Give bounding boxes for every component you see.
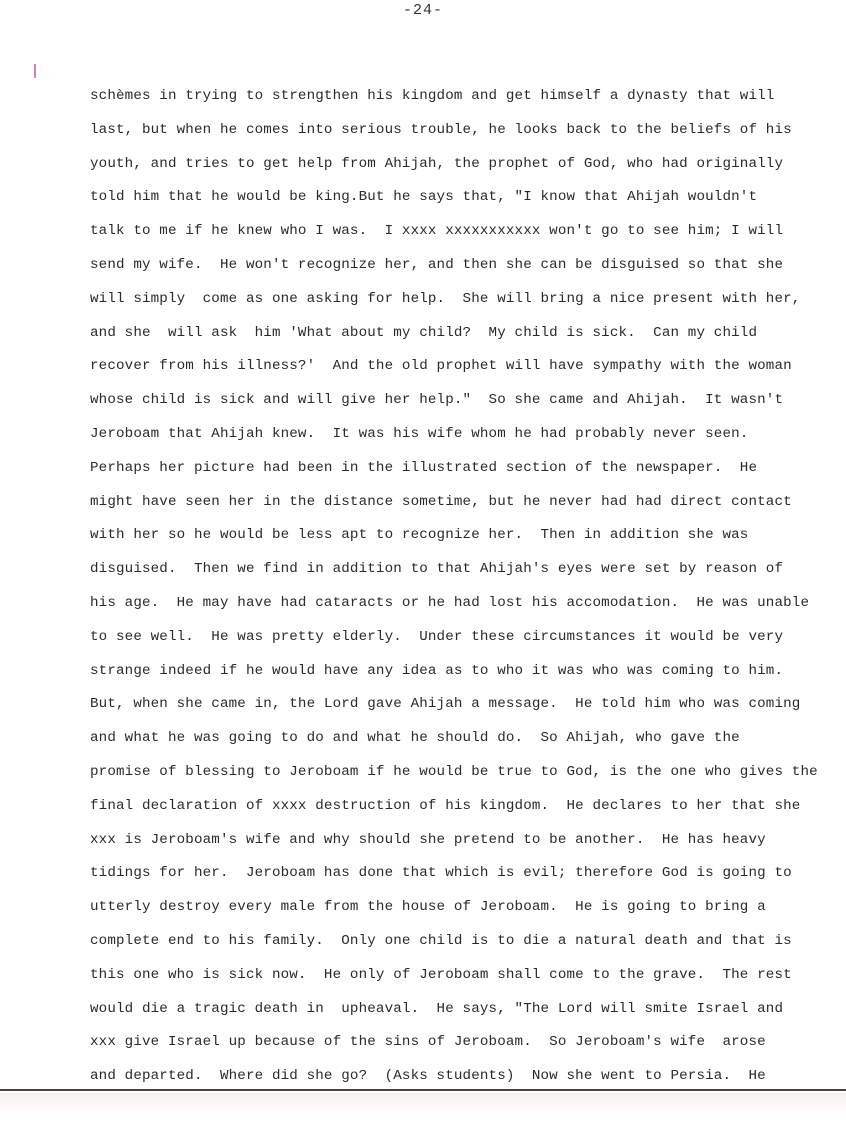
text-line: utterly destroy every male from the house of Jeroboam. He is going to bring a xyxy=(90,899,766,916)
text-line: xxx is Jeroboam's wife and why should she pretend to be another. He has heavy xyxy=(90,831,766,848)
text-line: youth, and tries to get help from Ahijah, the prophet of God, who had originally xyxy=(90,155,784,172)
text-line: promise of blessing to Jeroboam if he would be true to God, is the one who gives the xyxy=(90,763,818,780)
text-line: and departed. Where did she go? (Asks students) Now she went to Persia. He xyxy=(90,1068,766,1085)
text-line: last, but when he comes into serious trouble, he looks back to the beliefs of his xyxy=(90,121,792,138)
text-line: strange indeed if he would have any idea as to who it was who was coming to him. xyxy=(90,662,784,679)
text-line: But, when she came in, the Lord gave Ahijah a message. He told him who was coming xyxy=(90,696,801,713)
text-line: would die a tragic death in upheaval. He says, "The Lord will smite Israel and xyxy=(90,1000,784,1017)
text-line: to see well. He was pretty elderly. Under these circumstances it would be very xyxy=(90,628,784,645)
text-line: Jeroboam that Ahijah knew. It was his wife whom he had probably never seen. xyxy=(90,425,749,442)
text-line: disguised. Then we find in addition to that Ahijah's eyes were set by reason of xyxy=(90,561,784,578)
text-line: recover from his illness?' And the old prophet will have sympathy with the woman xyxy=(90,358,792,375)
text-line: complete end to his family. Only one child is to die a natural death and that is xyxy=(90,932,792,949)
text-line: schèmes in trying to strengthen his kingdom and get himself a dynasty that will xyxy=(90,88,775,104)
text-line: final declaration of xxxx destruction of his kingdom. He declares to her that she xyxy=(90,797,801,814)
text-line: will simply come as one asking for help. She will bring a nice present with her, xyxy=(90,290,801,307)
text-line: tidings for her. Jeroboam has done that which is evil; therefore God is going to xyxy=(90,865,792,882)
text-line: told him that he would be king.But he says that, "I know that Ahijah wouldn't xyxy=(90,189,758,206)
text-line: talk to me if he knew who I was. I xxxx xxxxxxxxxxx won't go to see him; I will xyxy=(90,223,784,240)
text-line: xxx give Israel up because of the sins of Jeroboam. So Jeroboam's wife arose xyxy=(90,1034,766,1051)
text-line: with her so he would be less apt to recognize her. Then in addition she was xyxy=(90,527,749,544)
bottom-rule xyxy=(0,1089,846,1091)
text-line: might have seen her in the distance sometime, but he never had had direct contact xyxy=(90,493,792,510)
bottom-paper-edge xyxy=(0,1093,846,1115)
body-text xyxy=(90,80,818,1094)
text-line: whose child is sick and will give her help." So she came and Ahijah. It wasn't xyxy=(90,392,784,409)
margin-mark xyxy=(34,64,36,78)
text-line: send my wife. He won't recognize her, and then she can be disguised so that she xyxy=(90,256,784,273)
text-line: and what he was going to do and what he should do. So Ahijah, who gave the xyxy=(90,730,740,747)
text-line: Perhaps her picture had been in the illustrated section of the newspaper. He xyxy=(90,459,758,476)
text-line: this one who is sick now. He only of Jeroboam shall come to the grave. The rest xyxy=(90,966,792,983)
text-line: his age. He may have had cataracts or he had lost his accomodation. He was unable xyxy=(90,594,810,611)
text-line: and she will ask him 'What about my child? My child is sick. Can my child xyxy=(90,324,758,341)
page-number: -24- xyxy=(402,2,443,19)
